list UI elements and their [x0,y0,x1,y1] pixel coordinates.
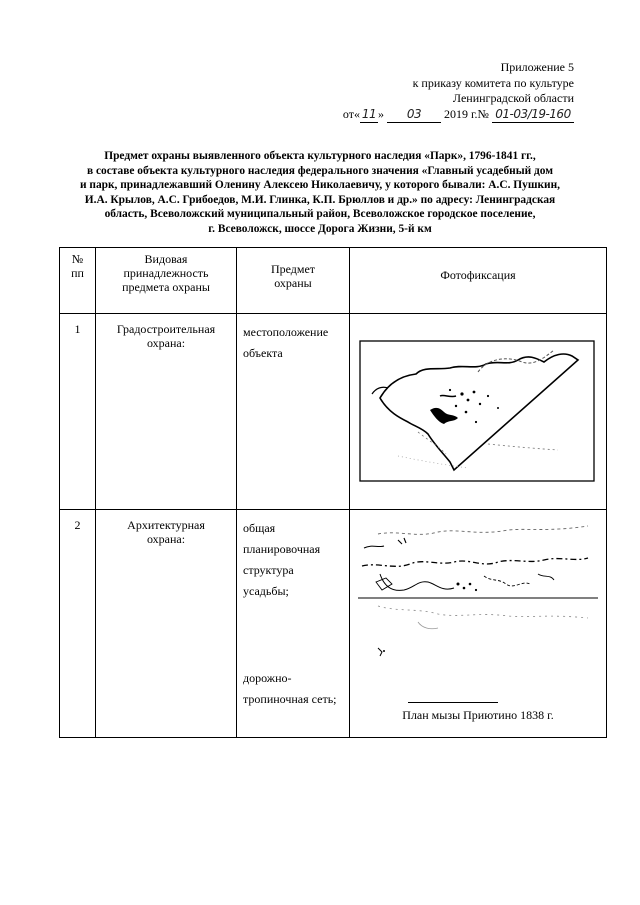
row-photo [350,314,607,510]
order-number: 01-03/19-160 [492,107,574,124]
appendix-region: Ленинградской области [452,91,574,105]
plan-caption: План мызы Приютино 1838 г. [402,708,554,722]
row-photo [350,510,607,738]
order-year: 2019 г.№ [443,106,489,121]
order-day: 11 [360,107,378,124]
table-header-row [60,248,607,314]
title-line: область, Всеволожский муниципальный район, Всеволожское городское поселение, [104,208,536,221]
header-kind: Видовая принадлежность предмета охраны [96,248,237,314]
table-row [60,510,607,738]
title-line: и парк, принадлежавший Оленину Алексею Николаевичу, у которого бывали: А.С. Пушкин, [79,179,561,192]
appendix-header [343,60,574,123]
row-number: 1 [60,314,96,510]
header-subject: Предмет охраны [237,248,350,314]
order-date-sep: » [377,106,384,121]
order-month: 03 [387,107,441,124]
title-line: И.А. Крылов, А.С. Грибоедов, М.И. Глинка, К.П. Брюллов и др.» по адресу: Ленинградская [84,193,556,206]
title-line: Предмет охраны выявленного объекта культурного наследия «Парк», 1796-1841 гг., [104,150,536,162]
caption-rule [408,702,498,703]
appendix-order-ref: к приказу комитета по культуре [412,75,574,90]
appendix-title: Приложение 5 [500,60,574,74]
row-subject: местоположение объекта [237,314,350,510]
historical-plan-image [358,518,598,688]
title-line: г. Всеволожск, шоссе Дорога Жизни, 5-й км [208,222,432,235]
row-kind: Градостроительная охрана: [96,314,237,510]
row-number: 2 [60,510,96,738]
row-subject: общая планировочная структура усадьбы; дорожно- тропиночная сеть; [237,510,350,738]
site-boundary-map-image [358,336,596,488]
header-photo: Фотофиксация [350,248,607,314]
row-kind: Архитектурная охрана: [96,510,237,738]
header-num: № пп [60,248,96,314]
table-row [60,314,607,510]
order-date-number [343,107,574,124]
document-title [48,149,592,237]
protection-table [59,247,607,738]
title-line: в составе объекта культурного наследия федерального значения «Главный усадебный дом [86,164,554,177]
order-date-prefix: от« [342,106,360,121]
